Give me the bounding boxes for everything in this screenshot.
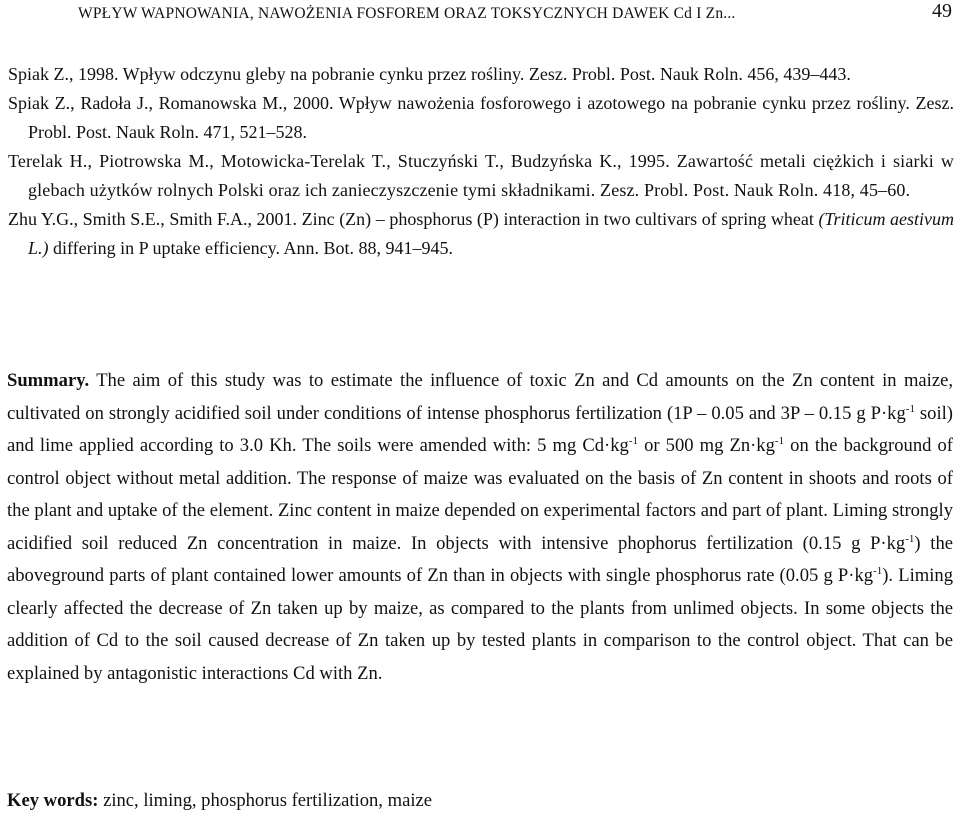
superscript: -1 (905, 532, 915, 545)
reference-item (8, 205, 954, 263)
summary-text: The aim of this study was to estimate the influence of toxic Zn and Cd amounts on the Zn content in maize, cultivated on strongly acidified soil under conditions of intense phosphorus fertilization (1P – 0.05 and 3P – 0.15 g P·kg (7, 370, 953, 424)
reference-item: Terelak H., Piotrowska M., Motowicka-Terelak T., Stuczyński T., Budzyńska K., 1995. Zawartość metali ciężkich i siarki w glebach użytków rolnych Polski oraz ich zanieczyszczenie tymi składnikami. Zesz. Probl. Post. Nauk Roln. 418, 45–60. (8, 151, 954, 200)
keywords-label: Key words: (7, 790, 99, 811)
summary-text: soil) and lime applied according to 3.0 Kh. The soils were amended with: 5 mg Cd·kg (7, 402, 953, 456)
summary-text: ) the aboveground parts of plant contained lower amounts of Zn than in objects with single phosphorus rate (0.05 g P·kg (7, 532, 954, 586)
summary-paragraph (7, 365, 953, 690)
reference-list (8, 60, 954, 263)
superscript: -1 (905, 402, 915, 415)
summary-label: Summary. (7, 370, 90, 391)
summary-text: or 500 mg Zn·kg (638, 435, 775, 456)
summary-text: ). Liming clearly affected the decrease of Zn taken up by maize, as compared to the plants from unlimed objects. In some objects the addition of Cd to the soil caused decrease of Zn taken up by tested plants in comparison to the control object. That can be explained by antagonistic interactions Cd with Zn. (7, 565, 953, 684)
page-header (0, 0, 960, 30)
keywords-line (7, 787, 432, 815)
species-name: (Triticum aestivum L.) (28, 209, 955, 258)
reference-item: Spiak Z., Radoła J., Romanowska M., 2000. Wpływ nawożenia fosforowego i azotowego na pobranie cynku przez rośliny. Zesz. Probl. Post. Nauk Roln. 471, 521–528. (8, 93, 954, 142)
superscript: -1 (774, 435, 785, 447)
summary-text: on the background of control object without metal addition. The response of maize was evaluated on the basis of Zn content in shoots and roots of the plant and uptake of the element. Zinc content in maize depended on experimental factors and part of plant. Liming strongly acidified soil reduced Zn concentration in maize. In objects with intensive phophorus fertilization (0.15 g P·kg (7, 435, 953, 554)
reference-text: Zhu Y.G., Smith S.E., Smith F.A., 2001. Zinc (Zn) – phosphorus (P) interaction in two cultivars of spring wheat (8, 209, 819, 229)
superscript: -1 (628, 435, 638, 447)
keywords-text: zinc, liming, phosphorus fertilization, maize (98, 790, 432, 811)
reference-text: differing in P uptake efficiency. Ann. Bot. 88, 941–945. (48, 238, 453, 258)
reference-item: Spiak Z., 1998. Wpływ odczynu gleby na pobranie cynku przez rośliny. Zesz. Probl. Post. Nauk Roln. 456, 439–443. (8, 64, 851, 84)
page-number: 49 (932, 0, 952, 22)
superscript: -1 (873, 565, 883, 577)
running-head: WPŁYW WAPNOWANIA, NAWOŻENIA FOSFOREM ORAZ TOKSYCZNYCH DAWEK Cd I Zn... (78, 5, 736, 22)
